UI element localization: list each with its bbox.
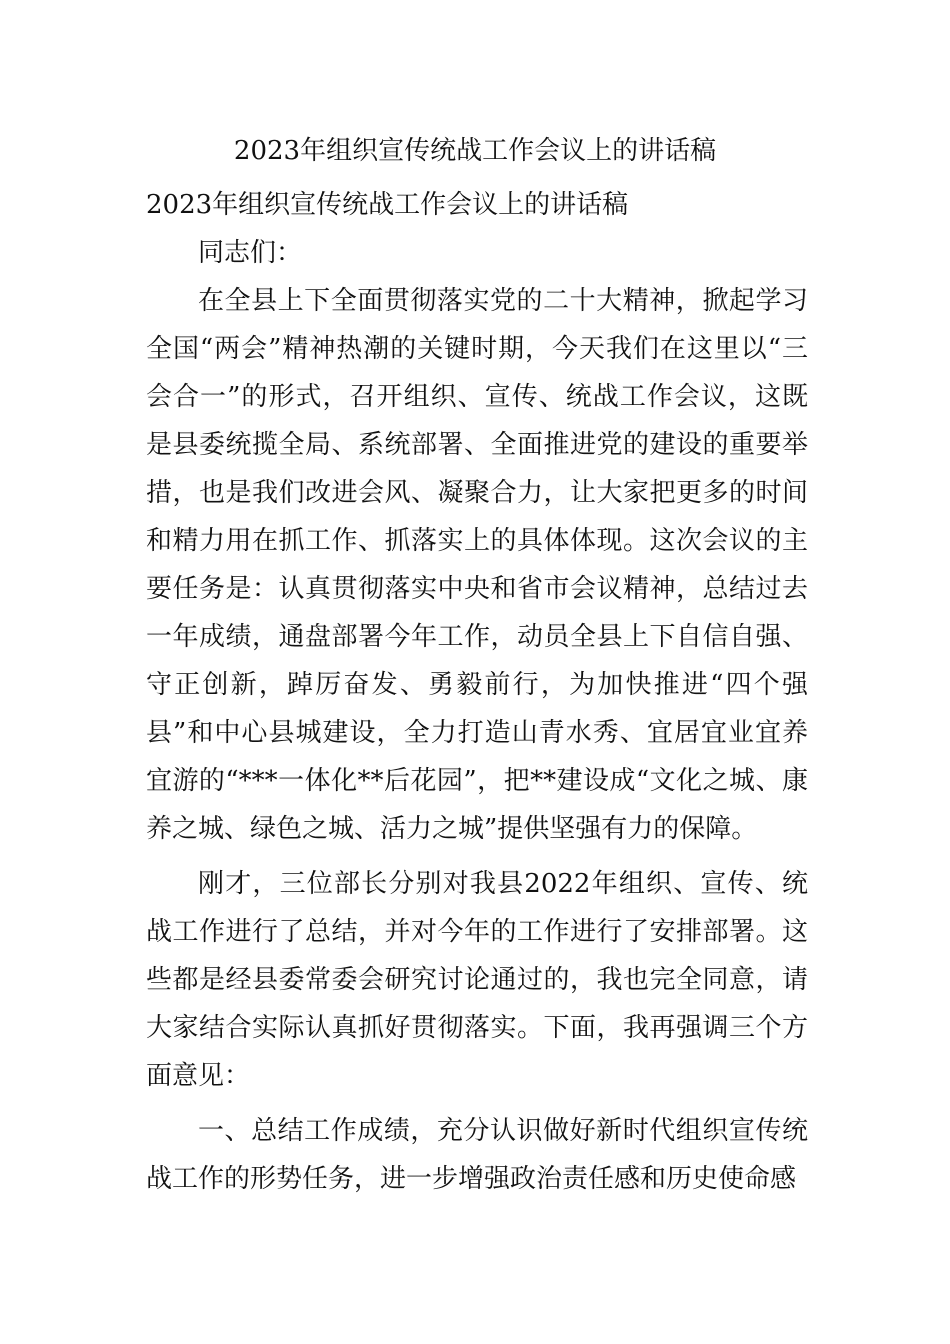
paragraph-summary: 刚才，三位部长分别对我县2022年组织、宣传、统战工作进行了总结，并对今年的工作进行了安排部署。这些都是经县委常委会研究讨论通过的，我也完全同意，请大家结合实际认真抓好贯彻落实。下面，我再强调三个方面意见： <box>146 869 808 1091</box>
document-title: 2023年组织宣传统战工作会议上的讲话稿 <box>233 136 717 166</box>
document-body <box>146 181 808 1203</box>
document-subtitle: 2023年组织宣传统战工作会议上的讲话稿 <box>146 190 629 220</box>
section-heading-one: 一、总结工作成绩，充分认识做好新时代组织宣传统战工作的形势任务，进一步增强政治责任感和历史使命感 <box>146 1116 808 1194</box>
salutation: 同志们： <box>198 238 303 268</box>
paragraph-opening: 在全县上下全面贯彻落实党的二十大精神，掀起学习全国“两会”精神热潮的关键时期，今天我们在这里以“三会合一”的形式，召开组织、宣传、统战工作会议，这既是县委统揽全局、系统部署、全面推进党的建设的重要举措，也是我们改进会风、凝聚合力，让大家把更多的时间和精力用在抓工作、抓落实上的具体体现。这次会议的主要任务是：认真贯彻落实中央和省市会议精神，总结过去一年成绩，通盘部署今年工作，动员全县上下自信自强、守正创新，踔厉奋发、勇毅前行，为加快推进“四个强县”和中心县城建设，全力打造山青水秀、宜居宜业宜养宜游的“***一体化**后花园”，把**建设成“文化之城、康养之城、绿色之城、活力之城”提供坚强有力的保障。 <box>146 286 808 844</box>
